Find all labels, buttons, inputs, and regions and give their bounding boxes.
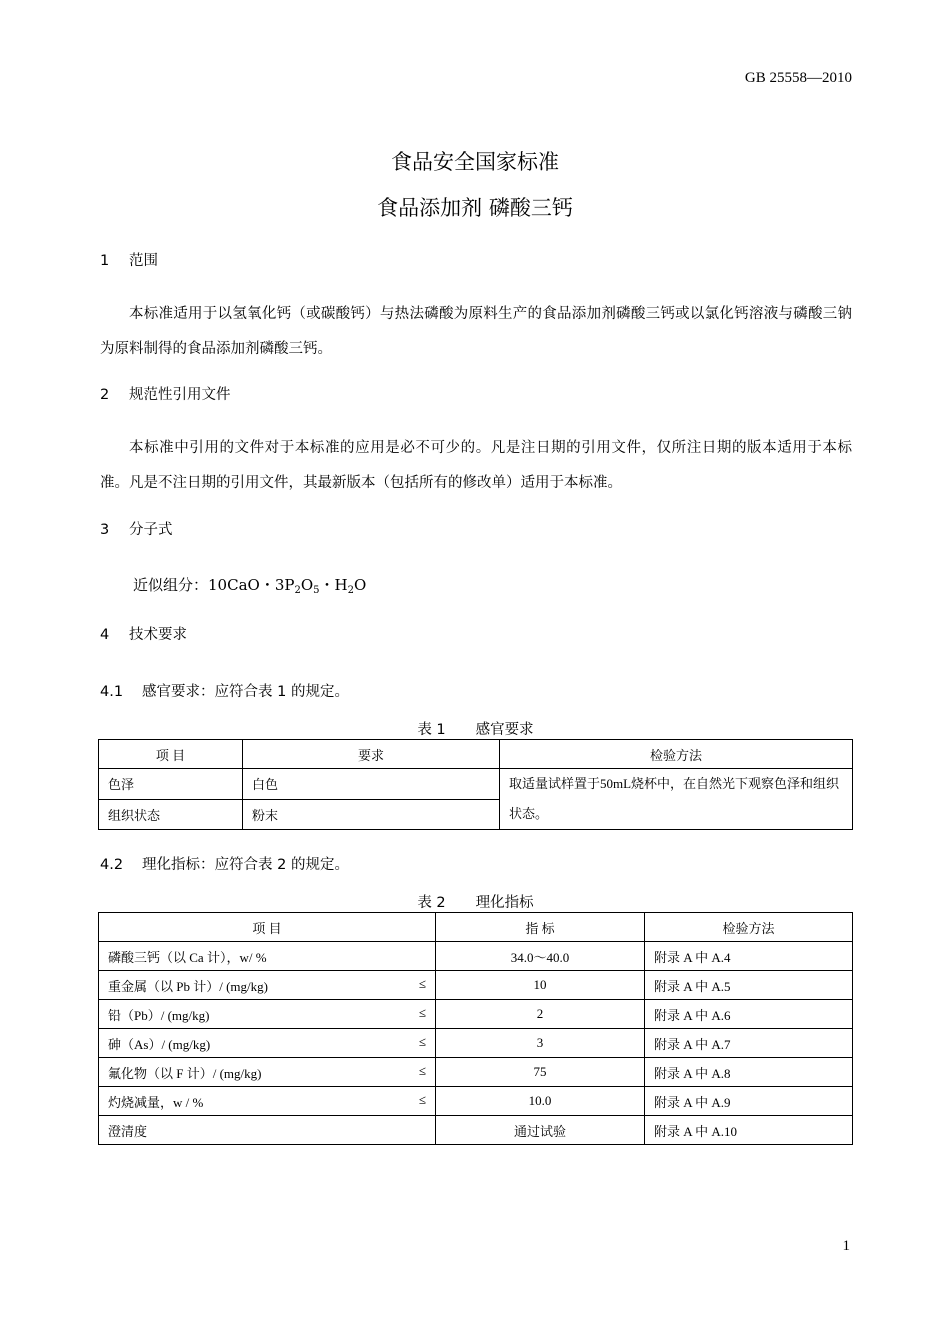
table-cell: 粉末 <box>243 799 500 830</box>
caption-title: 感官要求 <box>475 722 534 738</box>
item-name: 灼烧减量，w / % <box>108 1094 204 1110</box>
table-cell: 组织状态 <box>99 799 243 830</box>
table-cell: 附录 A 中 A.7 <box>645 1029 853 1058</box>
table-row <box>99 1116 853 1145</box>
item-name: 氟化物（以 F 计）/ (mg/kg) <box>108 1065 262 1081</box>
table-cell: 附录 A 中 A.8 <box>645 1058 853 1087</box>
formula-part: ・H <box>319 576 348 594</box>
table-cell: 附录 A 中 A.9 <box>645 1087 853 1116</box>
formula-part: O <box>354 576 367 594</box>
table-row <box>99 769 853 800</box>
header-cell: 检验方法 <box>645 913 853 942</box>
table-cell: 色泽 <box>99 769 243 800</box>
section-text: 感官要求：应符合表 1 的规定。 <box>142 684 349 700</box>
comparison-symbol: ≤ <box>418 1033 426 1049</box>
section-4-1 <box>100 680 349 701</box>
table-cell: 10 <box>436 971 645 1000</box>
document-title: 食品安全国家标准 <box>391 150 559 174</box>
section-title: 分子式 <box>129 522 173 538</box>
table-header-row <box>99 740 853 769</box>
standard-number: GB 25558—2010 <box>744 70 852 86</box>
section-text: 理化指标：应符合表 2 的规定。 <box>142 857 349 873</box>
table-cell <box>99 971 436 1000</box>
section-2-paragraph: 本标准中引用的文件对于本标准的应用是必不可少的。凡是注日期的引用文件，仅所注日期的版本适用于本标准。凡是不注日期的引用文件，其最新版本（包括所有的修改单）适用于本标准。 <box>100 440 852 491</box>
table-cell: 附录 A 中 A.6 <box>645 1000 853 1029</box>
caption-number: 表 2 <box>417 895 446 911</box>
table-header-row <box>99 913 853 942</box>
item-name: 重金属（以 Pb 计）/ (mg/kg) <box>108 978 268 994</box>
table-cell: 白色 <box>243 769 500 800</box>
section-title: 技术要求 <box>129 627 187 643</box>
header-cell: 项 目 <box>99 740 243 769</box>
item-name: 磷酸三钙（以 Ca 计），w/ % <box>108 949 267 965</box>
page-number: 1 <box>842 1238 850 1254</box>
table-row <box>99 1058 853 1087</box>
comparison-symbol: ≤ <box>418 1062 426 1078</box>
section-number: 2 <box>100 387 110 403</box>
method-cell: 取适量试样置于50mL烧杯中，在自然光下观察色泽和组织状态。 <box>500 769 853 830</box>
section-number: 4 <box>100 627 110 643</box>
item-name: 砷（As）/ (mg/kg) <box>108 1036 211 1052</box>
caption-title: 理化指标 <box>475 895 534 911</box>
formula-subscript: 5 <box>313 585 320 596</box>
section-1-heading <box>100 249 158 270</box>
section-4-heading <box>100 623 187 644</box>
table-2-caption <box>98 891 853 912</box>
header-cell: 项 目 <box>99 913 436 942</box>
formula-subscript: 2 <box>347 585 354 596</box>
section-3-heading <box>100 518 173 539</box>
table-cell: 附录 A 中 A.10 <box>645 1116 853 1145</box>
item-name: 澄清度 <box>108 1123 148 1139</box>
item-name: 铅（Pb）/ (mg/kg) <box>108 1007 210 1023</box>
table-2 <box>98 912 853 1145</box>
formula-part: 10CaO・3P <box>208 576 295 594</box>
table-cell <box>99 1087 436 1116</box>
section-number: 4.2 <box>100 857 124 873</box>
table-cell: 75 <box>436 1058 645 1087</box>
formula-subscript: 2 <box>294 585 301 596</box>
molecular-formula <box>133 574 366 596</box>
table-row <box>99 1029 853 1058</box>
table-cell: 34.0～40.0 <box>436 942 645 971</box>
table-cell <box>99 1116 436 1145</box>
caption-number: 表 1 <box>417 722 446 738</box>
table-row <box>99 1087 853 1116</box>
formula-part: O <box>300 576 314 594</box>
section-2-heading <box>100 383 231 404</box>
table-cell <box>99 1029 436 1058</box>
comparison-symbol: ≤ <box>418 1091 426 1107</box>
table-cell <box>99 942 436 971</box>
comparison-symbol: ≤ <box>418 1004 426 1020</box>
section-4-2 <box>100 853 349 874</box>
section-title: 范围 <box>129 253 158 269</box>
table-cell: 附录 A 中 A.5 <box>645 971 853 1000</box>
section-number: 3 <box>100 522 110 538</box>
header-cell: 要求 <box>243 740 500 769</box>
header-cell: 指 标 <box>436 913 645 942</box>
table-cell <box>99 1058 436 1087</box>
table-cell: 2 <box>436 1000 645 1029</box>
table-row <box>99 942 853 971</box>
formula-label: 近似组分： <box>133 576 209 594</box>
section-number: 4.1 <box>100 684 124 700</box>
table-cell: 附录 A 中 A.4 <box>645 942 853 971</box>
section-number: 1 <box>100 253 110 269</box>
document-subtitle: 食品添加剂 磷酸三钙 <box>377 196 573 220</box>
table-cell: 10.0 <box>436 1087 645 1116</box>
header-cell: 检验方法 <box>500 740 853 769</box>
table-1-caption <box>98 718 853 739</box>
table-row <box>99 1000 853 1029</box>
comparison-symbol: ≤ <box>418 975 426 991</box>
table-cell: 通过试验 <box>436 1116 645 1145</box>
section-title: 规范性引用文件 <box>129 387 231 403</box>
table-1 <box>98 739 853 830</box>
section-1-paragraph: 本标准适用于以氢氧化钙（或碳酸钙）与热法磷酸为原料生产的食品添加剂磷酸三钙或以氯化钙溶液与磷酸三钠为原料制得的食品添加剂磷酸三钙。 <box>100 306 852 357</box>
table-row <box>99 971 853 1000</box>
table-cell: 3 <box>436 1029 645 1058</box>
table-cell <box>99 1000 436 1029</box>
